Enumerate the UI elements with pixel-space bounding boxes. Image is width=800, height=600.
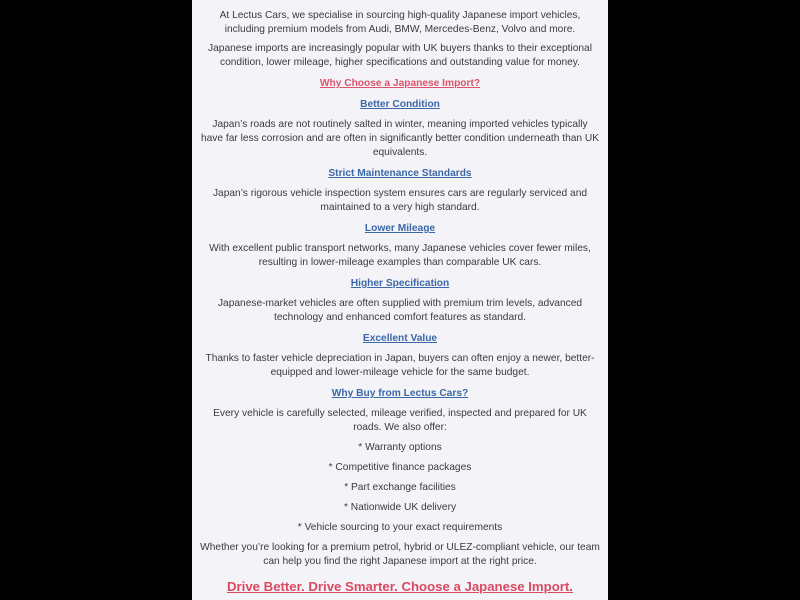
offer-item-part-exchange: * Part exchange facilities — [344, 482, 456, 493]
closing-paragraph: Whether you’re looking for a premium petrol, hybrid or ULEZ-compliant vehicle, our team can help you find the right Japanese import at the right price. — [200, 542, 600, 567]
section-heading-maintenance: Strict Maintenance Standards — [328, 168, 472, 179]
section-heading-lower-mileage: Lower Mileage — [364, 223, 436, 234]
section-heading-better-condition: Better Condition — [360, 99, 440, 110]
offer-item-finance: * Competitive finance packages — [328, 462, 472, 473]
intro-paragraph-1: At Lectus Cars, we specialise in sourcing high-quality Japanese import vehicles, including premium models from Audi, BMW, Mercedes-Benz, Volvo and more. — [219, 10, 581, 35]
section-body-lower-mileage: With excellent public transport networks, many Japanese vehicles cover fewer miles, resulting in lower-mileage examples than comparable UK cars. — [209, 243, 591, 268]
section-body-better-condition: Japan’s roads are not routinely salted in winter, meaning imported vehicles typically have far less corrosion and are often in significantly better condition underneath than UK equivalents. — [200, 119, 600, 158]
offer-item-sourcing: * Vehicle sourcing to your exact requirements — [297, 522, 503, 533]
offer-item-warranty: * Warranty options — [358, 442, 442, 453]
why-buy-body: Every vehicle is carefully selected, mileage verified, inspected and prepared for UK roads. We also offer: — [213, 408, 587, 433]
why-buy-heading: Why Buy from Lectus Cars? — [331, 388, 469, 399]
intro-paragraph-2: Japanese imports are increasingly popular with UK buyers thanks to their exceptional condition, lower mileage, higher specifications and outstanding value for money. — [208, 43, 592, 68]
section-heading-excellent-value: Excellent Value — [362, 333, 438, 344]
flyer-content — [200, 9, 600, 595]
section-body-maintenance: Japan’s rigorous vehicle inspection system ensures cars are regularly serviced and maintained to a very high standard. — [212, 188, 588, 213]
offer-item-delivery: * Nationwide UK delivery — [343, 502, 457, 513]
section-body-higher-spec: Japanese-market vehicles are often supplied with premium trim levels, advanced technology and enhanced comfort features as standard. — [217, 298, 583, 323]
section-heading-higher-spec: Higher Specification — [350, 278, 450, 289]
flyer-page — [192, 0, 608, 600]
call-to-action: Drive Better. Drive Smarter. Choose a Japanese Import. — [227, 579, 573, 594]
why-choose-heading: Why Choose a Japanese Import? — [319, 78, 481, 89]
section-body-excellent-value: Thanks to faster vehicle depreciation in Japan, buyers can often enjoy a newer, better-equipped and lower-mileage vehicle for the same budget. — [205, 353, 595, 378]
